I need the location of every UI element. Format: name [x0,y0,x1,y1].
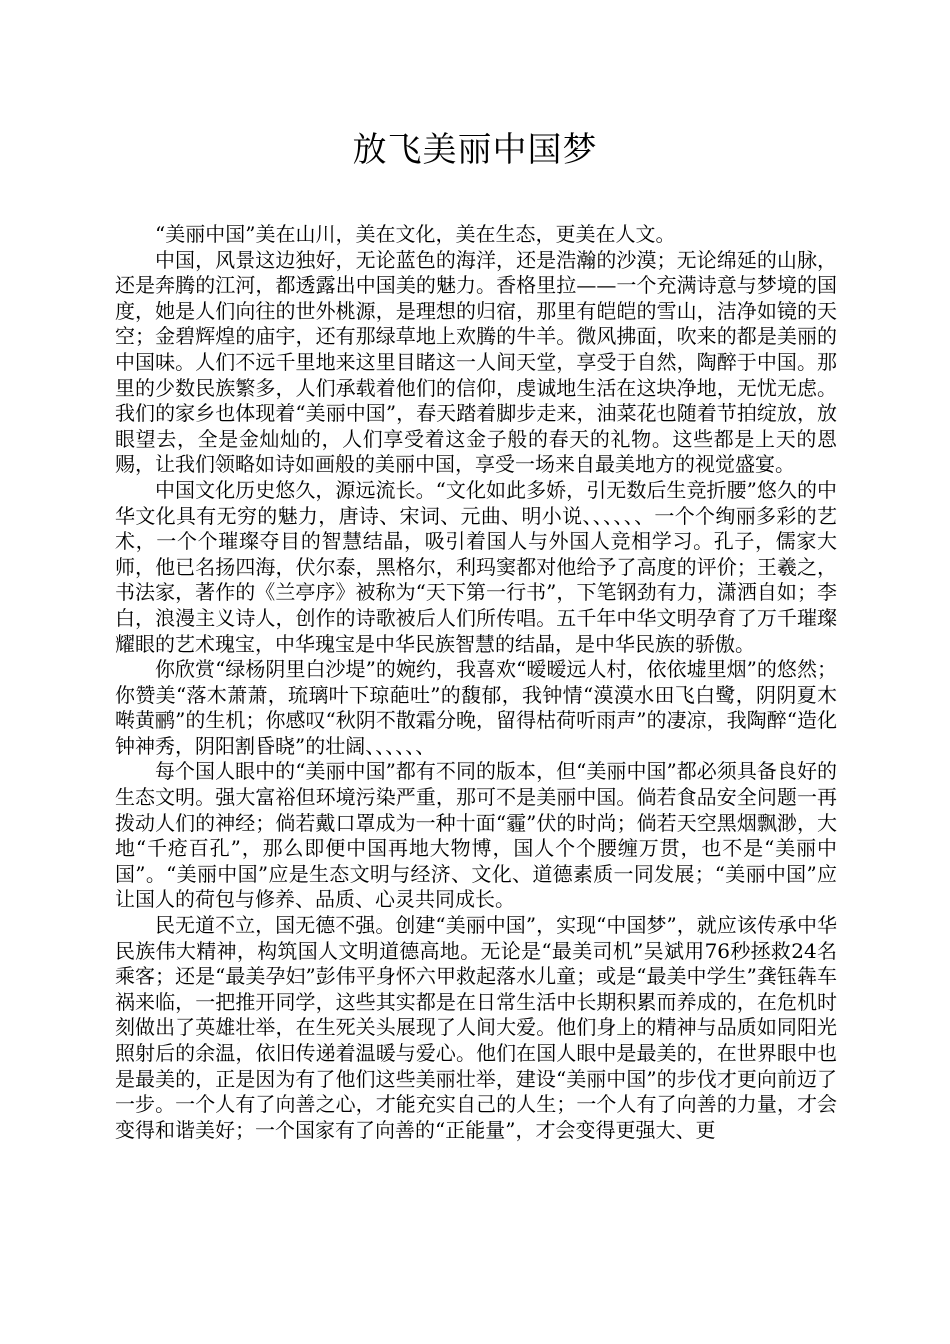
document-body [115,222,837,1143]
paragraph: 民无道不立，国无德不强。创建“美丽中国”，实现“中国梦”，就应该传承中华民族伟大精神，构筑国人文明道德高地。无论是“最美司机”吴斌用76秒拯救24名乘客；还是“最美孕妇”彭伟平身怀六甲救起落水儿童；或是“最美中学生”龚钰犇车祸来临，一把推开同学，这些其实都是在日常生活中长期积累而养成的，在危机时刻做出了英雄壮举，在生死关头展现了人间大爱。他们身上的精神与品质如同阳光照射后的余温，依旧传递着温暖与爱心。他们在国人眼中是最美的，在世界眼中也是最美的，正是因为有了他们这些美丽壮举，建设“美丽中国”的步伐才更向前迈了一步。一个人有了向善之心，才能充实自己的人生；一个人有了向善的力量，才会变得和谐美好；一个国家有了向善的“正能量”，才会变得更强大、更 [115,913,837,1142]
document-title: 放飞美丽中国梦 [352,130,598,170]
paragraph: 你欣赏“绿杨阴里白沙堤”的婉约，我喜欢“暧暧远人村，依依墟里烟”的悠然；你赞美“落木萧萧，琉璃叶下琼葩吐”的馥郁，我钟情“漠漠水田飞白鹭，阴阴夏木啭黄鹂”的生机；你感叹“秋阴不散霜分晚，留得枯荷听雨声”的凄凉，我陶醉“造化钟神秀，阴阳割昏晓”的壮阔、、、、、、 [115,657,837,758]
paragraph: 每个国人眼中的“美丽中国”都有不同的版本，但“美丽中国”都必须具备良好的生态文明。强大富裕但环境污染严重，那可不是美丽中国。倘若食品安全问题一再拨动人们的神经；倘若戴口罩成为一种十面“霾”伏的时尚；倘若天空黑烟飘渺，大地“千疮百孔”，那么即便中国再地大物博，国人个个腰缠万贯，也不是“美丽中国”。“美丽中国”应是生态文明与经济、文化、道德素质一同发展；“美丽中国”应让国人的荷包与修养、品质、心灵共同成长。 [115,759,837,912]
paragraph: 中国，风景这边独好，无论蓝色的海洋，还是浩瀚的沙漠；无论绵延的山脉，还是奔腾的江河，都透露出中国美的魅力。香格里拉——一个充满诗意与梦境的国度，她是人们向往的世外桃源，是理想的归宿，那里有皑皑的雪山，洁净如镜的天空；金碧辉煌的庙宇，还有那绿草地上欢腾的牛羊。微风拂面，吹来的都是美丽的中国味。人们不远千里地来这里目睹这一人间天堂，享受于自然，陶醉于中国。那里的少数民族繁多，人们承载着他们的信仰，虔诚地生活在这块净地，无忧无虑。我们的家乡也体现着“美丽中国”，春天踏着脚步走来，油菜花也随着节拍绽放，放眼望去，全是金灿灿的，人们享受着这金子般的春天的礼物。这些都是上天的恩赐，让我们领略如诗如画般的美丽中国，享受一场来自最美地方的视觉盛宴。 [115,247,837,477]
paragraph: “美丽中国”美在山川，美在文化，美在生态，更美在人文。 [155,222,676,246]
paragraph: 中国文化历史悠久，源远流长。“文化如此多娇，引无数后生竞折腰”悠久的中华文化具有无穷的魅力，唐诗、宋词、元曲、明小说、、、、、、一个个绚丽多彩的艺术，一个个璀璨夺目的智慧结晶，吸引着国人与外国人竞相学习。孔子，儒家大师，他已名扬四海，伏尔泰，黑格尔，利玛窦都对他给予了高度的评价；王羲之，书法家，著作的《兰亭序》被称为“天下第一行书”，下笔钢劲有力，潇洒自如；李白，浪漫主义诗人，创作的诗歌被后人们所传唱。五千年中华文明孕育了万千璀璨耀眼的艺术瑰宝，中华瑰宝是中华民族智慧的结晶，是中华民族的骄傲。 [115,477,837,656]
